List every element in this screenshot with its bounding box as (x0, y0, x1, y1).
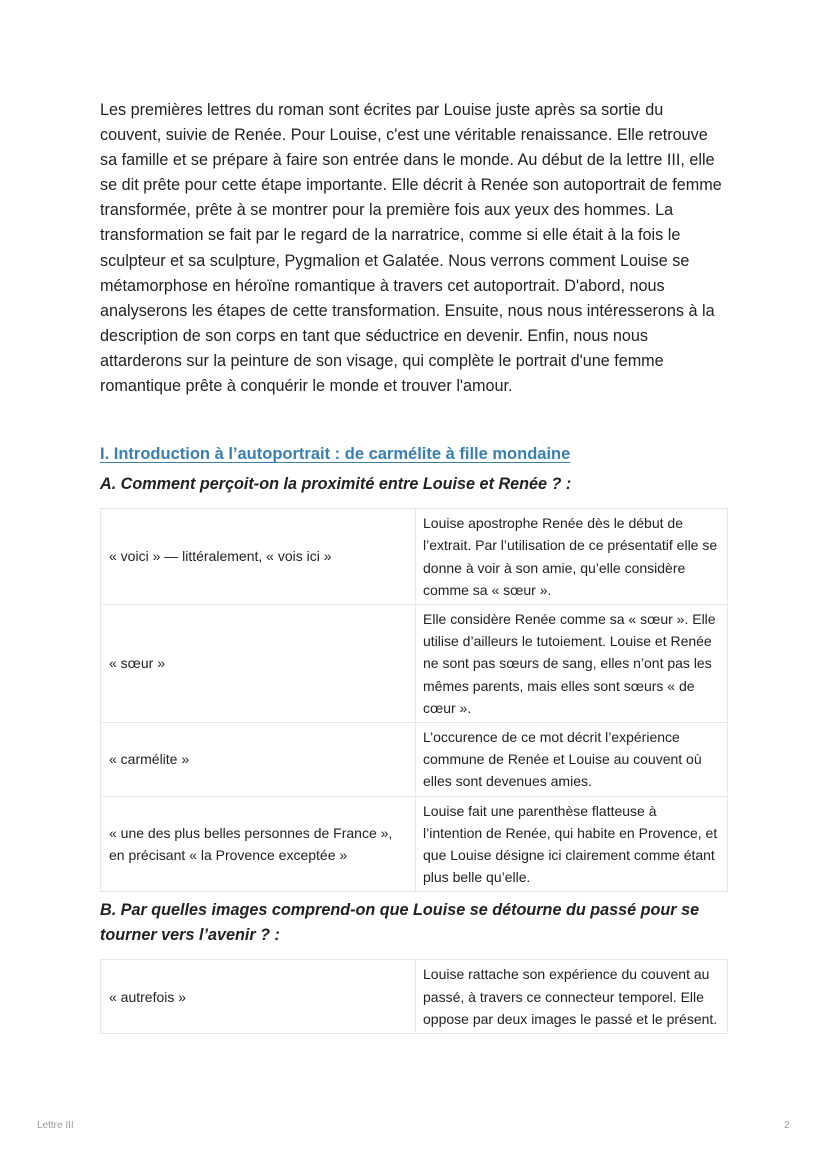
analysis-table-b (100, 959, 728, 1034)
analysis-cell: L’occurence de ce mot décrit l’expérience commune de Renée et Louise au couvent où elles sont devenues amies. (416, 722, 728, 796)
table-row (101, 722, 728, 796)
section-heading: I. Introduction à l’autoportrait : de carmélite à fille mondaine (100, 445, 571, 464)
quote-cell: « carmélite » (101, 722, 416, 796)
analysis-cell: Elle considère Renée comme sa « sœur ». Elle utilise d’ailleurs le tutoiement. Louise et Renée ne sont pas sœurs de sang, elles n’ont pas les mêmes parents, mais elles sont sœurs « de cœur ». (416, 604, 728, 722)
analysis-cell: Louise rattache son expérience du couvent au passé, à travers ce connecteur temporel. Elle oppose par deux images le passé et le présent. (416, 960, 728, 1034)
page-number: 2 (784, 1120, 790, 1131)
subsection-b-heading: B. Par quelles images comprend-on que Louise se détourne du passé pour se tourner vers l’avenir ? : (100, 901, 700, 945)
analysis-cell: Louise fait une parenthèse flatteuse à l’intention de Renée, qui habite en Provence, et que Louise désigne ici clairement comme étant plus belle qu’elle. (416, 796, 728, 892)
analysis-cell: Louise apostrophe Renée dès le début de l’extrait. Par l’utilisation de ce présentatif elle se donne à voir à son amie, qu’elle considère comme sa « sœur ». (416, 509, 728, 605)
quote-cell: « voici » — littéralement, « vois ici » (101, 509, 416, 605)
analysis-table-a (100, 508, 728, 892)
quote-cell: « sœur » (101, 604, 416, 722)
table-row (101, 960, 728, 1034)
quote-cell: « une des plus belles personnes de France », en précisant « la Provence exceptée » (101, 796, 416, 892)
intro-paragraph: Les premières lettres du roman sont écrites par Louise juste après sa sortie du couvent, suivie de Renée. Pour Louise, c'est une véritable renaissance. Elle retrouve sa famille et se prépare à faire son entrée dans le monde. Au début de la lettre III, elle se dit prête pour cette étape importante. Elle décrit à Renée son autoportrait de femme transformée, prête à se montrer pour la première fois aux yeux des hommes. La transformation se fait par le regard de la narratrice, comme si elle était à la fois le sculpteur et sa sculpture, Pygmalion et Galatée. Nous verrons comment Louise se métamorphose en héroïne romantique à travers cet autoportrait. D'abord, nous analyserons les étapes de cette transformation. Ensuite, nous nous intéresserons à la description de son corps en tant que séductrice en devenir. Enfin, nous nous attarderons sur la peinture de son visage, qui complète le portrait d'une femme romantique prête à conquérir le monde et trouver l'amour. (100, 101, 722, 396)
footer-title: Lettre III (37, 1120, 74, 1131)
quote-cell: « autrefois » (101, 960, 416, 1034)
subsection-a-heading: A. Comment perçoit-on la proximité entre Louise et Renée ? : (100, 475, 572, 494)
table-row (101, 796, 728, 892)
document-page (100, 98, 728, 1034)
table-row (101, 509, 728, 605)
table-row (101, 604, 728, 722)
